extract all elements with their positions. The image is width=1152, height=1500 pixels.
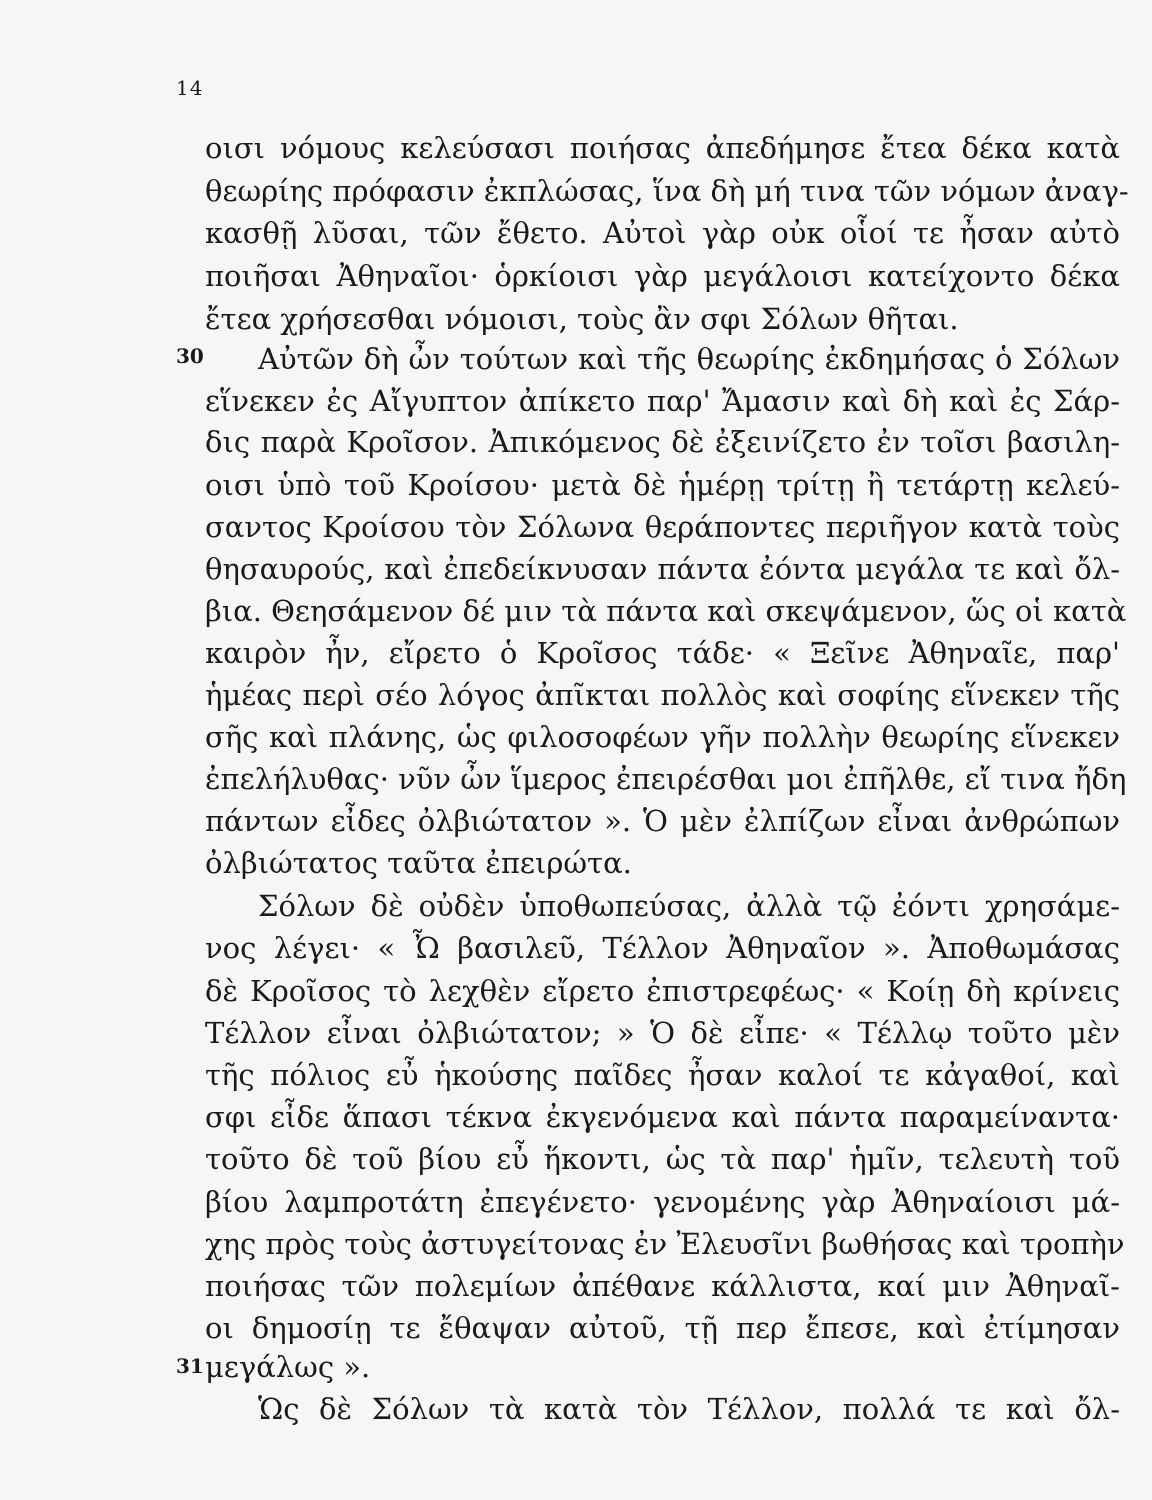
text-line: εἵνεκεν ἐς Αἴγυπτον ἀπίκετο παρ' Ἄμασιν καὶ δὴ καὶ ἐς Σάρ- xyxy=(205,384,1120,418)
text-line: σῆς καὶ πλάνης, ὡς φιλοσοφέων γῆν πολλὴν θεωρίης εἵνεκεν xyxy=(205,720,1120,754)
text-line: βίου λαμπροτάτη ἐπεγένετο· γενομένης γὰρ Ἀθηναίοισι μά- xyxy=(205,1185,1120,1219)
text-line: τοῦτο δὲ τοῦ βίου εὖ ἥκοντι, ὡς τὰ παρ' ἡμῖν, τελευτὴ τοῦ xyxy=(205,1142,1120,1176)
text-line: πάντων εἶδες ὀλβιώτατον ». Ὁ μὲν ἐλπίζων εἶναι ἀνθρώπων xyxy=(205,804,1120,838)
section-number-31: 31 xyxy=(176,1354,204,1378)
text-line: βια. Θεησάμενον δέ μιν τὰ πάντα καὶ σκεψάμενον, ὥς οἱ κατὰ xyxy=(205,594,1127,628)
text-line: μεγάλως ». xyxy=(205,1350,371,1384)
text-line: οισι ὑπὸ τοῦ Κροίσου· μετὰ δὲ ἡμέρῃ τρίτῃ ἢ τετάρτῃ κελεύ- xyxy=(205,468,1120,502)
text-line: κασθῇ λῦσαι, τῶν ἔθετο. Αὐτοὶ γὰρ οὐκ οἷοί τε ἦσαν αὐτὸ xyxy=(205,216,1120,250)
text-line: ὀλβιώτατος ταῦτα ἐπειρώτα. xyxy=(205,846,632,880)
text-line: Ὡς δὲ Σόλων τὰ κατὰ τὸν Τέλλον, πολλά τε καὶ ὄλ- xyxy=(258,1392,1120,1426)
text-line: ἔτεα χρήσεσθαι νόμοισι, τοὺς ἂν σφι Σόλων θῆται. xyxy=(205,302,959,336)
text-line: οισι νόμους κελεύσασι ποιήσας ἀπεδήμησε ἔτεα δέκα κατὰ xyxy=(205,131,1120,165)
text-line: δὲ Κροῖσος τὸ λεχθὲν εἴρετο ἐπιστρεφέως· « Κοίῃ δὴ κρίνεις xyxy=(205,974,1120,1008)
text-line: δις παρὰ Κροῖσον. Ἀπικόμενος δὲ ἐξεινίζετο ἐν τοῖσι βασιλη- xyxy=(205,425,1120,459)
section-number-30: 30 xyxy=(176,344,204,368)
text-line: Σόλων δὲ οὐδὲν ὑποθωπεύσας, ἀλλὰ τῷ ἐόντι χρησάμε- xyxy=(258,889,1120,923)
text-line: θεωρίης πρόφασιν ἐκπλώσας, ἵνα δὴ μή τινα τῶν νόμων ἀναγ- xyxy=(205,174,1129,208)
text-line: Τέλλον εἶναι ὀλβιώτατον; » Ὁ δὲ εἶπε· « Τέλλῳ τοῦτο μὲν xyxy=(205,1016,1120,1050)
page-number: 14 xyxy=(176,76,204,100)
text-line: χης πρὸς τοὺς ἀστυγείτονας ἐν Ἐλευσῖνι βωθήσας καὶ τροπὴν xyxy=(205,1227,1125,1261)
text-line: καιρὸν ἦν, εἴρετο ὁ Κροῖσος τάδε· « Ξεῖνε Ἀθηναῖε, παρ' xyxy=(205,636,1120,670)
text-line: σαντος Κροίσου τὸν Σόλωνα θεράποντες περιῆγον κατὰ τοὺς xyxy=(205,510,1120,544)
text-line: θησαυρούς, καὶ ἐπεδείκνυσαν πάντα ἐόντα μεγάλα τε καὶ ὄλ- xyxy=(205,552,1120,586)
text-line: ἡμέας περὶ σέο λόγος ἀπῖκται πολλὸς καὶ σοφίης εἵνεκεν τῆς xyxy=(205,678,1120,712)
text-line: σφι εἶδε ἅπασι τέκνα ἐκγενόμενα καὶ πάντα παραμείναντα· xyxy=(205,1100,1120,1134)
text-line: ποιῆσαι Ἀθηναῖοι· ὁρκίοισι γὰρ μεγάλοισι κατείχοντο δέκα xyxy=(205,259,1120,293)
text-line: τῆς πόλιος εὖ ἡκούσης παῖδες ἦσαν καλοί τε κἀγαθοί, καὶ xyxy=(205,1058,1120,1092)
text-line: νος λέγει· « Ὦ βασιλεῦ, Τέλλον Ἀθηναῖον ». Ἀποθωμάσας xyxy=(205,931,1120,965)
text-line: Αὐτῶν δὴ ὦν τούτων καὶ τῆς θεωρίης ἐκδημήσας ὁ Σόλων xyxy=(258,342,1120,376)
text-line: ποιήσας τῶν πολεμίων ἀπέθανε κάλλιστα, καί μιν Ἀθηναῖ- xyxy=(205,1269,1120,1303)
text-line: ἐπελήλυθας· νῦν ὦν ἵμερος ἐπειρέσθαι μοι ἐπῆλθε, εἴ τινα ἤδη xyxy=(205,762,1127,796)
text-line: οι δημοσίῃ τε ἔθαψαν αὐτοῦ, τῇ περ ἔπεσε, καὶ ἐτίμησαν xyxy=(205,1311,1120,1345)
